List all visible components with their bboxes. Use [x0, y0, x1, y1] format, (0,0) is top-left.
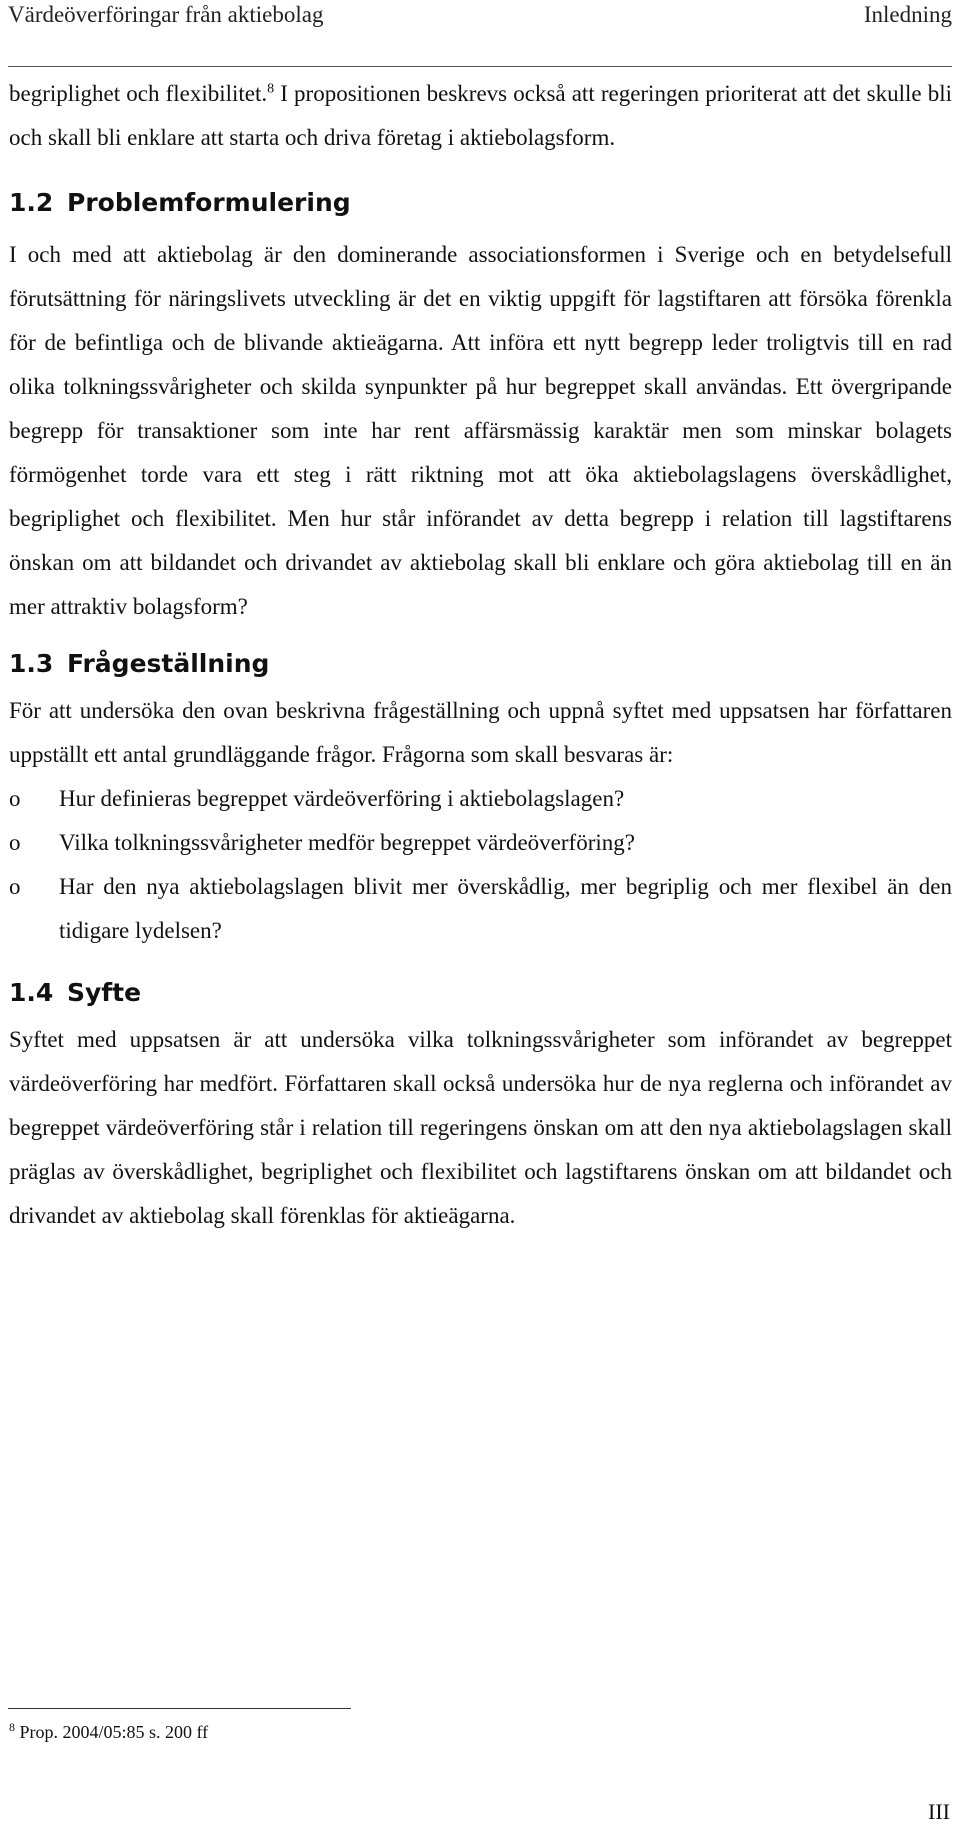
page-number: III — [928, 1799, 950, 1824]
bullet-marker: o — [9, 830, 21, 855]
footnote-text: Prop. 2004/05:85 s. 200 ff — [15, 1722, 209, 1742]
heading-number: 1.2 — [9, 188, 54, 217]
question-text: Vilka tolkningssvårigheter medför begreppet värdeöverföring? — [59, 830, 635, 855]
heading-title: Problemformulering — [67, 188, 351, 217]
running-header — [8, 0, 952, 67]
list-item — [9, 821, 952, 865]
question-text: Hur definieras begreppet värdeöverföring i aktiebolagslagen? — [59, 786, 625, 811]
intro-text-start: begriplighet och flexibilitet. — [9, 81, 268, 106]
intro-text-end: I propositionen beskrevs också att regeringen prioriterat att det skulle bli och skall bli enklare att starta och driva företag i aktiebolagsform. — [9, 81, 953, 150]
heading-title: Frågeställning — [67, 649, 270, 678]
heading-title: Syfte — [67, 978, 142, 1007]
heading-fragestallning — [9, 639, 952, 689]
footnote — [9, 1722, 208, 1743]
heading-problemformulering — [9, 178, 952, 228]
heading-number: 1.4 — [9, 978, 54, 1007]
footnote-ref[interactable]: 8 — [267, 81, 275, 97]
problemformulering-paragraph: I och med att aktiebolag är den dominerande associationsformen i Sverige och en betydelsefull förutsättning för näringslivets utveckling är det en viktig uppgift för lagstiftaren att försöka förenkla för de befintliga och de blivande aktieägarna. Att införa ett nytt begrepp leder troligtvis till en rad olika tolkningssvårigheter och skilda synpunkter på hur begreppet skall användas. Ett övergripande begrepp för transaktioner som inte har rent affärsmässig karaktär men som minskar bolagets förmögenhet torde vara ett steg i rätt riktning mot att öka aktiebolagslagens överskådlighet, begriplighet och flexibilitet. Men hur står införandet av detta begrepp i relation till lagstiftarens önskan om att bildandet och drivandet av aktiebolag skall bli enklare och göra aktiebolag till en än mer attraktiv bolagsform? — [9, 242, 952, 619]
heading-syfte — [9, 968, 952, 1018]
intro-paragraph — [9, 72, 952, 160]
heading-number: 1.3 — [9, 649, 54, 678]
syfte-paragraph: Syftet med uppsatsen är att undersöka vilka tolkningssvårigheter som införandet av begreppet värdeöverföring har medfört. Författaren skall också undersöka hur de nya reglerna och införandet av begreppet värdeöverföring står i relation till regeringens önskan om att den nya aktiebolagslagen skall präglas av överskådlighet, begriplighet och flexibilitet och lagstiftarens önskan om att bildandet och drivandet av aktiebolag skall förenklas för aktieägarna. — [9, 1027, 952, 1228]
footnote-number: 8 — [9, 1720, 15, 1734]
question-list — [9, 777, 952, 953]
footnote-divider — [8, 1708, 351, 1709]
header-section: Inledning — [863, 2, 952, 27]
fragestallning-paragraph: För att undersöka den ovan beskrivna frågeställning och uppnå syftet med uppsatsen har författaren uppställt ett antal grundläggande frågor. Frågorna som skall besvaras är: — [9, 698, 952, 767]
question-text: Har den nya aktiebolagslagen blivit mer överskådlig, mer begriplig och mer flexibel än den tidigare lydelsen? — [59, 874, 952, 943]
bullet-marker: o — [9, 786, 21, 811]
page-body — [9, 72, 952, 1238]
list-item — [9, 777, 952, 821]
bullet-marker: o — [9, 874, 21, 899]
list-item — [9, 865, 952, 953]
header-title: Värdeöverföringar från aktiebolag — [8, 2, 324, 27]
